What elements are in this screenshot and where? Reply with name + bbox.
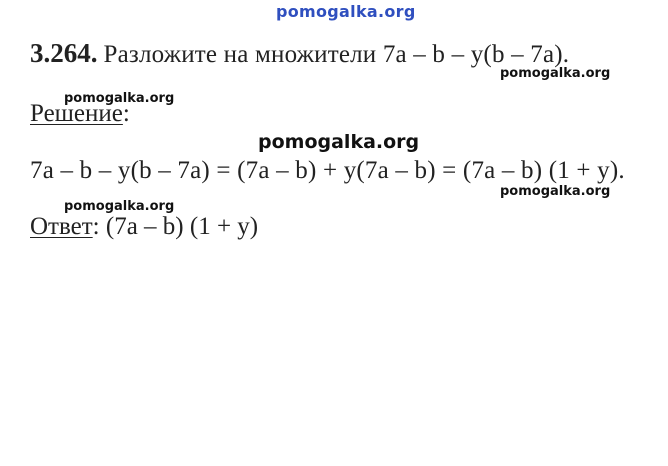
watermark-top: pomogalka.org (276, 2, 416, 21)
answer-text: (7a – b) (1 + y) (99, 213, 259, 240)
solution-heading-colon: : (122, 100, 130, 127)
answer-line (30, 213, 258, 241)
answer-heading-label: Ответ (30, 213, 93, 240)
watermark-answer-left: pomogalka.org (64, 199, 175, 214)
watermark-center: pomogalka.org (258, 131, 420, 153)
watermark-solution-left: pomogalka.org (64, 91, 175, 106)
solution-equation: 7a – b – y(b – 7a) = (7a – b) + y(7a – b) = (7a – b) (1 + y). (30, 157, 625, 184)
answer-heading-colon: : (92, 213, 100, 240)
watermark-task-right: pomogalka.org (500, 66, 611, 81)
task-statement (30, 38, 569, 69)
task-text: Разложите на множители 7a – b – y(b – 7a). (103, 41, 570, 68)
task-number: 3.264. (30, 38, 98, 68)
solution-heading-label: Решение (30, 100, 123, 127)
solution-heading (30, 100, 130, 128)
watermark-equation-right: pomogalka.org (500, 184, 611, 199)
